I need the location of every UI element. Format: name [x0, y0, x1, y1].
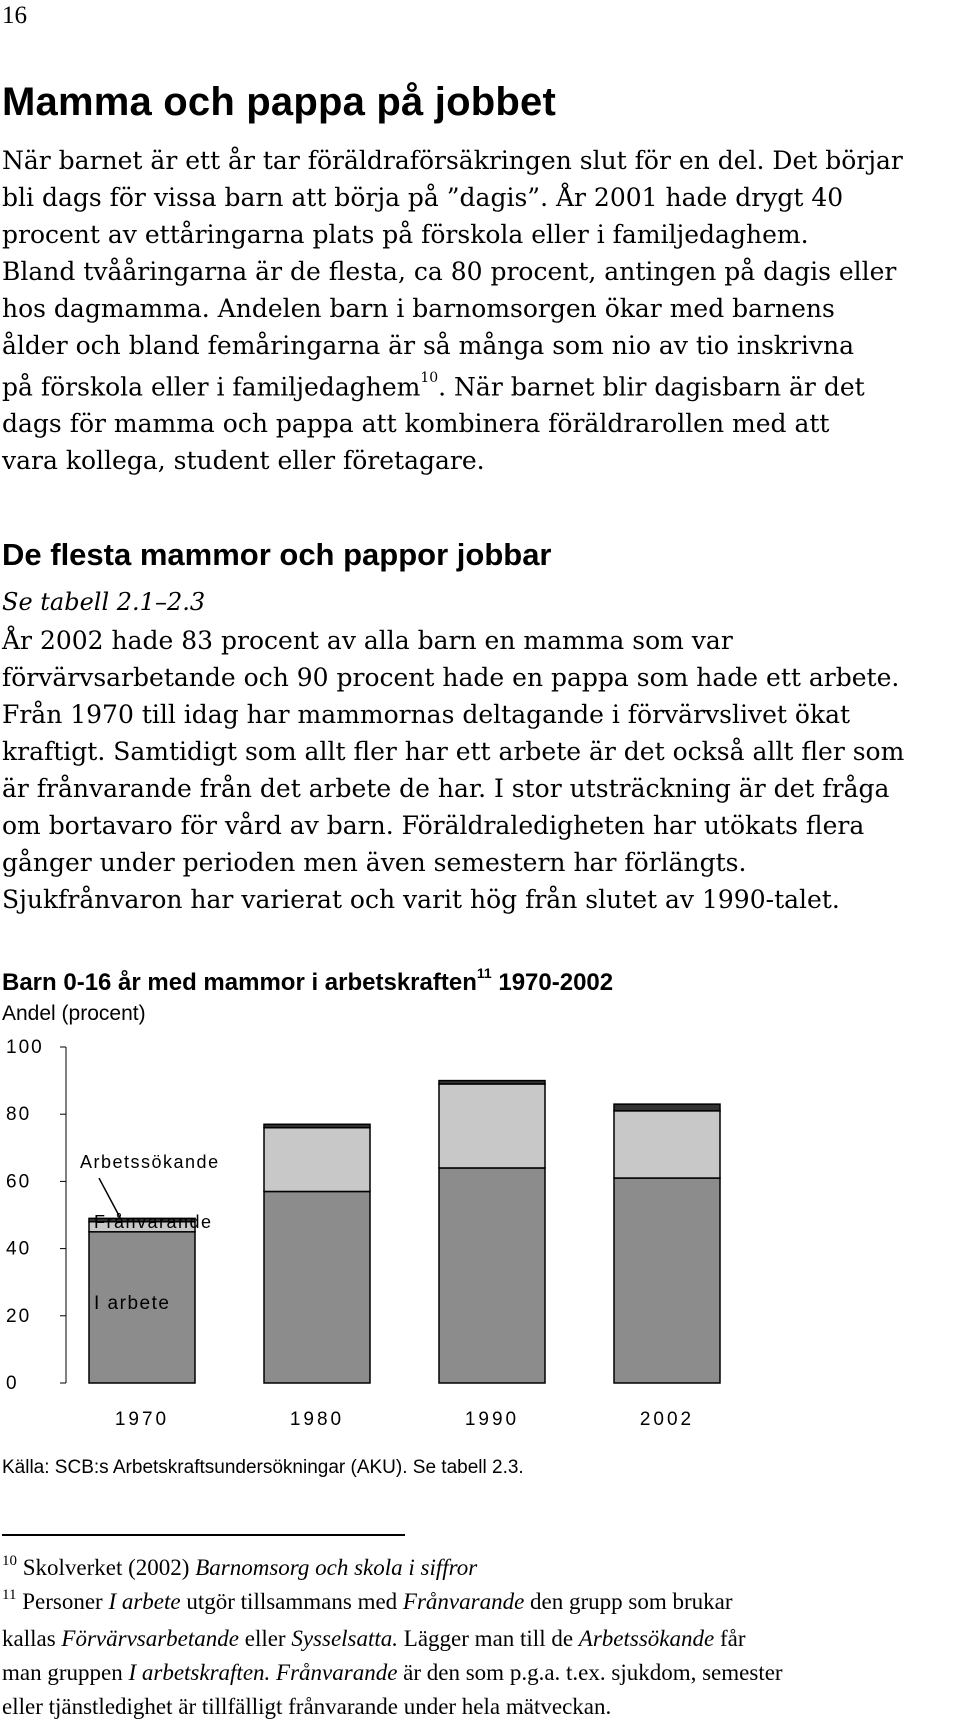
footnote-number: 11 — [2, 1587, 17, 1603]
footnote-text: den grupp som brukar — [524, 1589, 733, 1614]
chart-title-years: 1970-2002 — [498, 969, 614, 996]
bar-segment — [614, 1111, 720, 1178]
bar-segment — [614, 1178, 720, 1383]
page-title: Mamma och pappa på jobbet — [2, 80, 556, 124]
footnote-text: man gruppen — [2, 1660, 129, 1685]
intro-line: ålder och bland femåringarna är så många som nio av tio inskrivna — [2, 331, 855, 360]
x-tick-label: 2002 — [639, 1409, 695, 1430]
footnote-text: får — [714, 1626, 746, 1651]
intro-text: på förskola eller i familjedaghem — [2, 372, 421, 402]
bar-segment — [264, 1128, 370, 1192]
page-number: 16 — [2, 2, 27, 29]
stacked-bar-chart — [0, 1030, 960, 1460]
y-tick-label: 0 — [6, 1373, 19, 1394]
table-reference: Se tabell 2.1–2.3 — [2, 588, 206, 616]
intro-line: dags för mamma och pappa att kombinera föräldrarollen med att — [2, 409, 830, 439]
intro-line: Bland tvååringarna är de flesta, ca 80 procent, antingen på dagis eller — [2, 257, 897, 286]
intro-line: procent av ettåringarna plats på förskola eller i familjedaghem. — [2, 220, 809, 249]
bar-segment — [614, 1104, 720, 1111]
footnote-term: Arbetssökande — [578, 1626, 715, 1651]
footnote-title: Barnomsorg och skola i siffror — [195, 1555, 478, 1580]
footnote-10 — [2, 1551, 957, 1588]
footnote-text: Personer — [22, 1589, 109, 1614]
bar-segment — [439, 1168, 545, 1383]
bar-segment — [439, 1081, 545, 1084]
footnote-text: eller tjänstledighet är tillfälligt frånvarande under hela mätveckan. — [2, 1694, 612, 1719]
bar-segment — [264, 1124, 370, 1127]
chart-title-text: Barn 0-16 år med mammor i arbetskraften — [2, 969, 477, 996]
series-label: Arbetssökande — [80, 1151, 220, 1172]
section-line: År 2002 hade 83 procent av alla barn en mamma som var — [2, 626, 733, 655]
bar-segment — [439, 1084, 545, 1168]
series-label: I arbete — [94, 1293, 171, 1315]
intro-line: När barnet är ett år tar föräldraförsäkringen slut för en del. Det börjar — [2, 146, 903, 175]
y-tick-label: 80 — [6, 1104, 32, 1126]
chart-title — [2, 965, 614, 997]
chart-subtitle: Andel (procent) — [2, 1002, 146, 1025]
section-line: om bortavaro för vård av barn. Föräldraledigheten har utökats flera — [2, 811, 865, 840]
footnote-term: I arbetskraften. — [128, 1660, 271, 1685]
footnote-number: 10 — [2, 1553, 17, 1569]
x-tick-label: 1980 — [289, 1409, 345, 1430]
footnote-text: eller — [238, 1626, 292, 1651]
section-paragraph — [2, 622, 952, 918]
bar-segment — [264, 1191, 370, 1383]
footnote-ref-10: 10 — [420, 370, 439, 386]
section-line: förvärvsarbetande och 90 procent hade en pappa som hade ett arbete. — [2, 663, 900, 692]
footnote-term: Sysselsatta. — [291, 1626, 399, 1651]
intro-paragraph — [2, 142, 947, 479]
footnote-text: är den som p.g.a. t.ex. sjukdom, semester — [397, 1660, 783, 1685]
section-heading: De flesta mammor och pappor jobbar — [2, 537, 552, 572]
series-label: Frånvarande — [94, 1211, 213, 1232]
y-tick-label: 100 — [6, 1037, 44, 1058]
section-line: Sjukfrånvaron har varierat och varit hög från slutet av 1990-talet. — [2, 885, 840, 914]
intro-line — [2, 364, 947, 405]
x-tick-label: 1990 — [464, 1409, 520, 1430]
x-tick-label: 1970 — [114, 1409, 170, 1430]
footnote-text: utgör tillsammans med — [180, 1589, 403, 1614]
footnote-divider — [2, 1534, 405, 1536]
y-tick-label: 20 — [6, 1305, 32, 1327]
intro-text: . När barnet blir dagisbarn är det — [438, 372, 865, 402]
footnote-term: Frånvarande — [276, 1660, 398, 1685]
intro-line: hos dagmamma. Andelen barn i barnomsorgen ökar med barnens — [2, 294, 835, 323]
footnote-term: Frånvarande — [402, 1589, 525, 1614]
footnote-term: I arbete — [108, 1589, 181, 1614]
section-line: är frånvarande från det arbete de har. I stor utsträckning är det fråga — [2, 774, 890, 803]
chart-container — [0, 1030, 960, 1460]
footnote-11 — [2, 1585, 957, 1724]
intro-line: vara kollega, student eller företagare. — [2, 446, 485, 476]
chart-source: Källa: SCB:s Arbetskraftsundersökningar (AKU). Se tabell 2.3. — [2, 1457, 524, 1478]
y-tick-label: 40 — [6, 1238, 32, 1260]
footnote-term: Förvärvsarbetande — [61, 1626, 239, 1651]
section-line: kraftigt. Samtidigt som allt fler har ett arbete är det också allt fler som — [2, 737, 905, 766]
footnote-ref-11: 11 — [476, 965, 492, 981]
footnote-text: Lägger man till de — [398, 1626, 579, 1651]
footnote-text: Skolverket (2002) — [22, 1555, 196, 1580]
intro-line: bli dags för vissa barn att börja på ”dagis”. År 2001 hade drygt 40 — [2, 183, 844, 212]
section-line: gånger under perioden men även semestern har förlängts. — [2, 848, 747, 877]
footnote-text: kallas — [2, 1626, 62, 1651]
section-line: Från 1970 till idag har mammornas deltagande i förvärvslivet ökat — [2, 700, 851, 729]
y-tick-label: 60 — [6, 1171, 32, 1193]
